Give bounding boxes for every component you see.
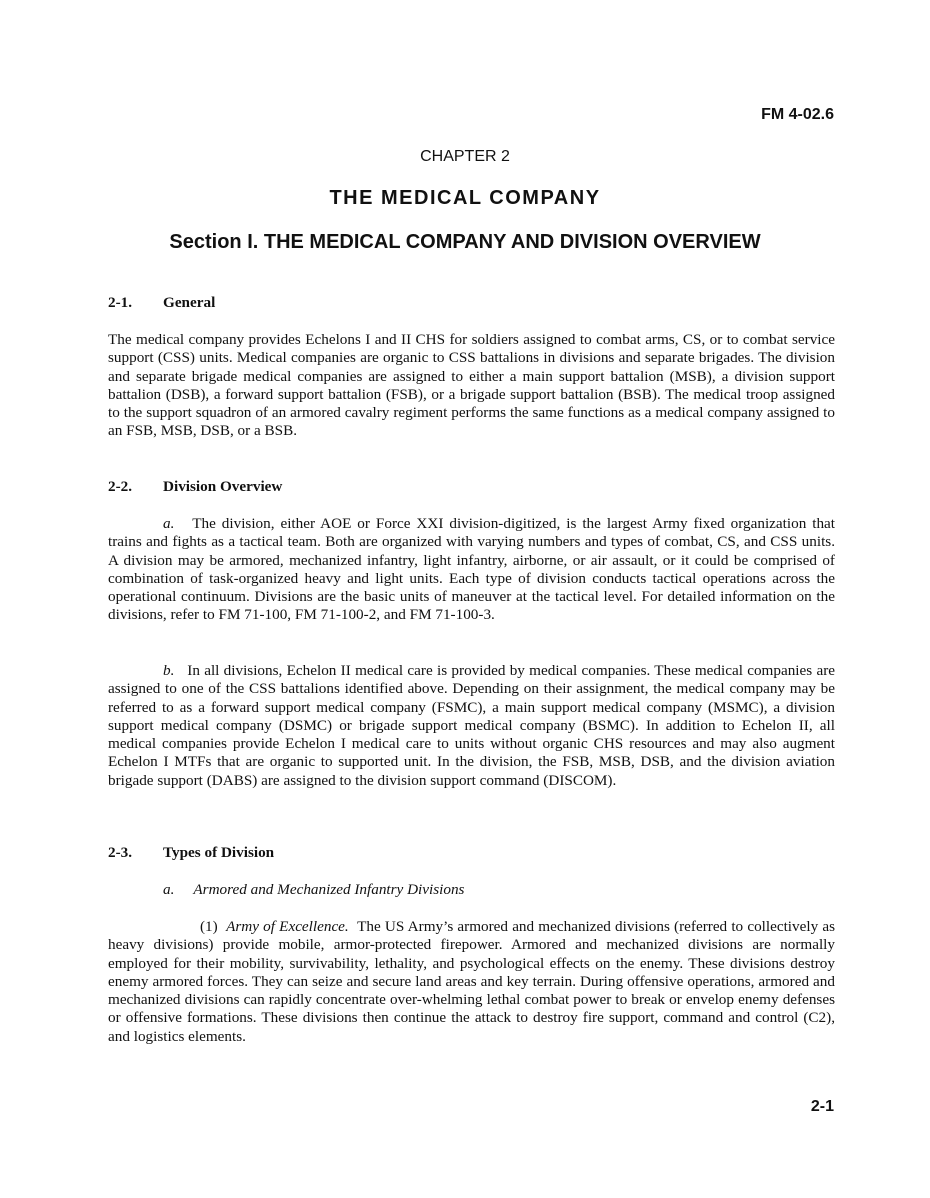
army-of-excellence-paragraph: [108, 918, 835, 1046]
paragraph-text: The division, either AOE or Force XXI division-digitized, is the largest Army fixed organization that trains and fights as a tactical team. Both are organized with varying numbers and types of combat, CS, and CSS units. A division may be armored, mechanized infantry, light infantry, airborne, or air assault, or it could be comprised of combination of task-organized heavy and light units. Each type of division conducts tactical operations across the operational continuum. Divisions are the basic units of maneuver at the tactical level. For detailed information on the divisions, refer to FM 71-100, FM 71-100-2, and FM 71-100-3.: [108, 515, 835, 624]
paragraph-text: In all divisions, Echelon II medical care is provided by medical companies. These medical companies are assigned to one of the CSS battalions identified above. Depending on their assignment, the medical company may be referred to as a forward support medical company (FSMC), a main support medical company (MSMC), a division support medical company (DSMC) or brigade support medical company (BSMC). In addition to Echelon II, all medical companies provide Echelon I medical care to units without organic CHS resources and may also augment Echelon I MTFs that are organic to supported unit. In the division, the FSB, MSB, DSB, and the division aviation brigade support (DABS) are assigned to the division support command (DISCOM).: [108, 662, 835, 789]
subparagraph-label: (1): [200, 918, 218, 935]
subheading-label: a.: [163, 881, 175, 898]
section-heading-division-overview: [108, 478, 282, 496]
subparagraph-title: Army of Excellence.: [226, 918, 349, 935]
paragraph-label: b.: [163, 662, 175, 679]
division-overview-paragraph-a: [108, 515, 835, 625]
subparagraph-text: The US Army’s armored and mechanized divisions (referred to collectively as heavy divisions) provide mobile, armor-protected firepower. Armored and mechanized divisions are normally employed for their mobility, survivability, lethality, and psychological effects on the enemy. These divisions destroy enemy armored forces. They can seize and secure land areas and key terrain. During offensive operations, armored and mechanized divisions can rapidly concentrate over-whelming lethal combat power to break or envelop enemy defenses or offensive formations. These divisions then continue the attack to destroy fire support, command and control (C2), and logistics elements.: [108, 918, 836, 1045]
subheading-title: Armored and Mechanized Infantry Divisions: [193, 881, 465, 898]
document-id: FM 4-02.6: [761, 106, 834, 123]
subheading-armored-mechanized: [108, 881, 890, 899]
section-number: 2-3.: [108, 844, 133, 861]
division-overview-paragraph-b: [108, 662, 835, 790]
section-heading-types-of-division: [108, 844, 274, 862]
page-number: 2-1: [810, 1098, 834, 1115]
section-number: 2-1.: [108, 294, 133, 311]
section-number: 2-2.: [108, 478, 133, 495]
chapter-label: CHAPTER 2: [420, 148, 510, 165]
general-paragraph: The medical company provides Echelons I and II CHS for soldiers assigned to combat arms, CS, or to combat service support (CSS) units. Medical companies are organic to CSS battalions in divisions and separate brigades. The division and separate brigade medical companies are assigned to either a main support battalion (MSB), a division support battalion (DSB), a forward support battalion (FSB), or a brigade support battalion (BSB). The medical troop assigned to the support squadron of an armored cavalry regiment performs the same functions as a medical company assigned to an FSB, MSB, DSB, or a BSB.: [108, 331, 835, 440]
section-title: Section I. THE MEDICAL COMPANY AND DIVISION OVERVIEW: [169, 231, 761, 253]
section-heading-title: Division Overview: [163, 478, 283, 495]
section-heading-general: [108, 294, 215, 312]
section-heading-title: General: [163, 294, 216, 311]
section-heading-title: Types of Division: [163, 844, 275, 861]
chapter-title: THE MEDICAL COMPANY: [329, 187, 601, 209]
paragraph-label: a.: [163, 515, 175, 532]
